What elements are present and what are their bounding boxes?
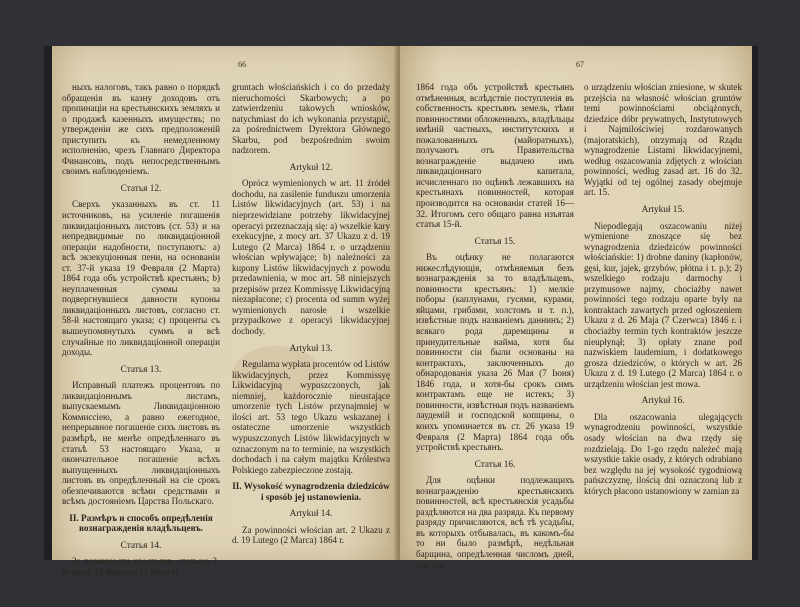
paragraph: Въ оцѣнку не полагаются нижеслѣдующія, отмѣняемыя безъ вознагражденія за то владѣльцевъ, повинности крестьянъ: 1) мелкіе поборы (каплунами, гусями, курами, яйцами, грибами, холстомъ и т. п.), извѣстные подъ названіемъ даннинъ; 2) всякаго рода даремщины и принудительные найма, хотя бы повинности сіи были основаны на контрактахъ, заключенныхъ до обнародованія указа 26 Мая (7 Іюня) 1846 года, и хотя-бы срокъ симъ контрактамъ еще не истекъ; 3) повинности, извѣстныя подъ названіемъ лаудемій и господской копщины, о коихъ упоминается въ ст. 26 указа 19 Февраля (2 Марта) 1864 года объ устройствѣ крестьянъ.: [416, 252, 574, 453]
article-heading: Artykuł 13.: [289, 343, 333, 354]
column-russian-right: [416, 82, 574, 570]
article-heading: Статья 16.: [474, 459, 516, 470]
left-page: [52, 46, 398, 577]
paragraph: Исправный платежъ процентовъ по ликвидаціоннымъ листамъ, выпускаемымъ Ликвидаціонною Коммиссіею, а равно ежегодное, непрерывное погашеніе сихъ листовъ въ размѣрѣ, не менѣе опредѣленнаго въ статьѣ 53 настоящаго Указа, и окончательное погашеніе всѣхъ выпущенныхъ ликвидаціонныхъ листовъ въ опредѣленный на сіе срокъ обезпечиваются всѣми средствами и всѣмъ достояніемъ Царства Польскаго.: [62, 380, 220, 507]
column-polish-left: [232, 82, 390, 546]
paragraph: За повинности крестьянъ, статьею 2-ю указа 19 Февраля (2 Марта): [62, 556, 220, 577]
article-heading: Artykuł 16.: [641, 396, 685, 407]
article-heading: Статья 15.: [474, 236, 516, 247]
article-heading: Статья 14.: [120, 540, 162, 551]
open-book: [44, 46, 758, 577]
article-heading: Artykuł 14.: [289, 509, 333, 520]
right-page: [400, 46, 752, 570]
paragraph: Niepodlegają oszacowaniu niżej wymienione znoszące się bez wynagrodzenia dziedziców powinności włościańskie: 1) drobne daniny (kapłonów, gęsi, kur, jajek, grzybów, płótna i t. p.); 2) wszelkiego rodzaju darmochy i przymusowe najmy, chociażby nawet powinności tego rodzaju oparte były na kontraktach zawartych przed ogłoszeniem Ukazu z d. 26 Maja (7 Czerwca) 1846 r. i chociażby termin tych kontraktów jeszcze nieupłynął; 3) opłaty znane pod nazwiskiem laudemium, i dodatkowego grosza dziedziców, o których w art. 26 Ukazu z d. 19 Lutego (2 Marca) 1864 r. o urządzeniu włościan jest mowa.: [584, 220, 742, 389]
column-russian-left: [62, 82, 220, 578]
paragraph: ныхъ налоговъ, такъ равно о порядкѣ обращенія въ казну доходовъ отъ пропинаціи на крестьянскихъ земляхъ и о продажѣ казенныхъ имуществъ; по утвержденіи же сихъ предположеній приступить къ немедленному исполненію, чрезъ Главнаго Директора Финансовъ, подъ непосредственнымъ своимъ наблюденіемъ.: [62, 82, 220, 177]
section-heading: II. Размѣръ и способъ опредѣленія вознагражденія владѣльцевъ.: [69, 512, 213, 534]
paragraph: Сверхъ указанныхъ въ ст. 11 источниковъ, на усиленіе погашенія ликвидаціонныхъ листовъ (ст. 53) и на непредвидимые по ликвидаціонной операціи надобности, поступаютъ: а) всѣ экзекуціонныя пени, на основаніи ст. 37-й указа 19 Февраля (2 Марта) 1864 года объ устройствѣ крестьянъ; b) неуплаченныя суммы за подвергнувшіеся давности купоны ликвидаціонныхъ листовъ, согласно ст. 58-й настоящаго указа; с) проценты съ вышеупомянутыхъ суммъ и всѣ случайные по ликвидаціонной операціи доходы.: [62, 199, 220, 358]
article-heading: Artykuł 12.: [289, 162, 333, 173]
paragraph: Dla oszacowania ulegających wynagrodzeniu powinności, wszystkie osady włościan na dwa rzędy się rozdzielają. Do 1-go rzędu należeć mają wszystkie takie osady, z których odrabiano bez względu na jej wysokość tygodniową pańszczyznę, ilością dni oznaczoną lub z których płacono ustanowiony w zamian za: [584, 411, 742, 496]
article-heading: Artykuł 15.: [641, 205, 685, 216]
page-number-left: 66: [238, 60, 246, 69]
article-heading: Статья 12.: [120, 183, 162, 194]
page-number-right: 67: [576, 60, 584, 69]
paragraph: Regularna wypłata procentów od Listów likwidacyjnych, przez Kommissyę Likwidacyjną wypuszczonych, jak niemniej, każdorocznie nieustające umorzenie tych Listów przynajmniej w ilości art. 53 tego Ukazu wskazanej i ostateczne umorzenie wszystkich wypuszczonych Listów likwidacyjnych w oznaczonym na to terminie, na wszystkich dochodach i na całym majątku Królestwa Polskiego zabezpieczone zostają.: [232, 359, 390, 475]
paragraph: 1864 года объ устройствѣ крестьянъ отмѣненныя, вслѣдствіе поступленія въ собственность крестьянъ земель, тѣми повинностями обложенныхъ, владѣльцы имѣній частныхъ, институтскихъ и пожалованныхъ (майоратныхъ), получаютъ отъ Правительства вознагражденіе выдачею имъ ликвидаціоннаго капитала, исчисленнаго по оцѣнкѣ лежавшихъ на крестьянахъ повинностей, которая производится на основаніи статей 16—32. Итогомъ сего общаго равна изъятая статья 15-й.: [416, 82, 574, 230]
paragraph: gruntach włościańskich i co do przedaży nieruchomości Skarbowych; a po zatwierdzeniu takowych wniosków, natychmiast do ich wykonania przystąpić, za pośrednictwem Dyrektora Głównego Skarbu, pod bezpośrednim swoim nadzorem.: [232, 82, 390, 156]
paragraph: o urządzeniu włościan zniesione, w skutek przejścia na własność włościan gruntów temi powinnościami obciążonych, dziedzice dóbr prywatnych, Instytutowych i Najmilościwiej rozdarowanych (majoratskich), otrzymają od Rządu wynagrodzenie Listami likwidacyjnemi, według oszacowania zdjętych z włościan powinności, według zasad art. 16 do 32. Wyjątki od tej ogólnej zasady obejmuje art. 15.: [584, 82, 742, 198]
column-polish-right: [584, 82, 742, 496]
paragraph: Za powinności włościan art. 2 Ukazu z d. 19 Lutego (2 Marca) 1864 r.: [232, 524, 390, 546]
paragraph: Для оцѣнки подлежащихъ вознагражденію крестьянскихъ повинностей, всѣ крестьянскія усадьбы раздѣляются на два разряда. Къ первому разряду причисляются, всѣ тѣ усадьбы, въ которыхъ отбывалась, въ какомъ-бы то ни было размѣрѣ, недѣльная барщина, опредѣленная числомъ дней, или уп-: [416, 475, 574, 570]
section-heading: II. Wysokość wynagrodzenia dziedziców i sposób jej ustanowienia.: [232, 481, 390, 502]
article-heading: Статья 13.: [120, 364, 162, 375]
paragraph: Oprócz wymienionych w art. 11 źródeł dochodu, na zasilenie funduszu umorzenia Listów likwidacyjnych (art. 53) i na nieprzewidziane potrzeby likwidacyjnej operacyi przeznaczają się: a) wszelkie kary exekucyjne, z mocy art. 37 Ukazu z d. 19 Lutego (2 Marca) 1864 r. o urządzeniu włościan wpływające; b) należności za kupony Listów likwidacyjnych z powodu przedawnienia, w moc art. 58 niniejszych przepisów przez Kommissyę Likwidacyjną niezapłacone; c) procenta od summ wyżej wymienionych narosłe i wszelkie przypadkowe z operacyi likwidacyjnej dochody.: [232, 178, 390, 337]
